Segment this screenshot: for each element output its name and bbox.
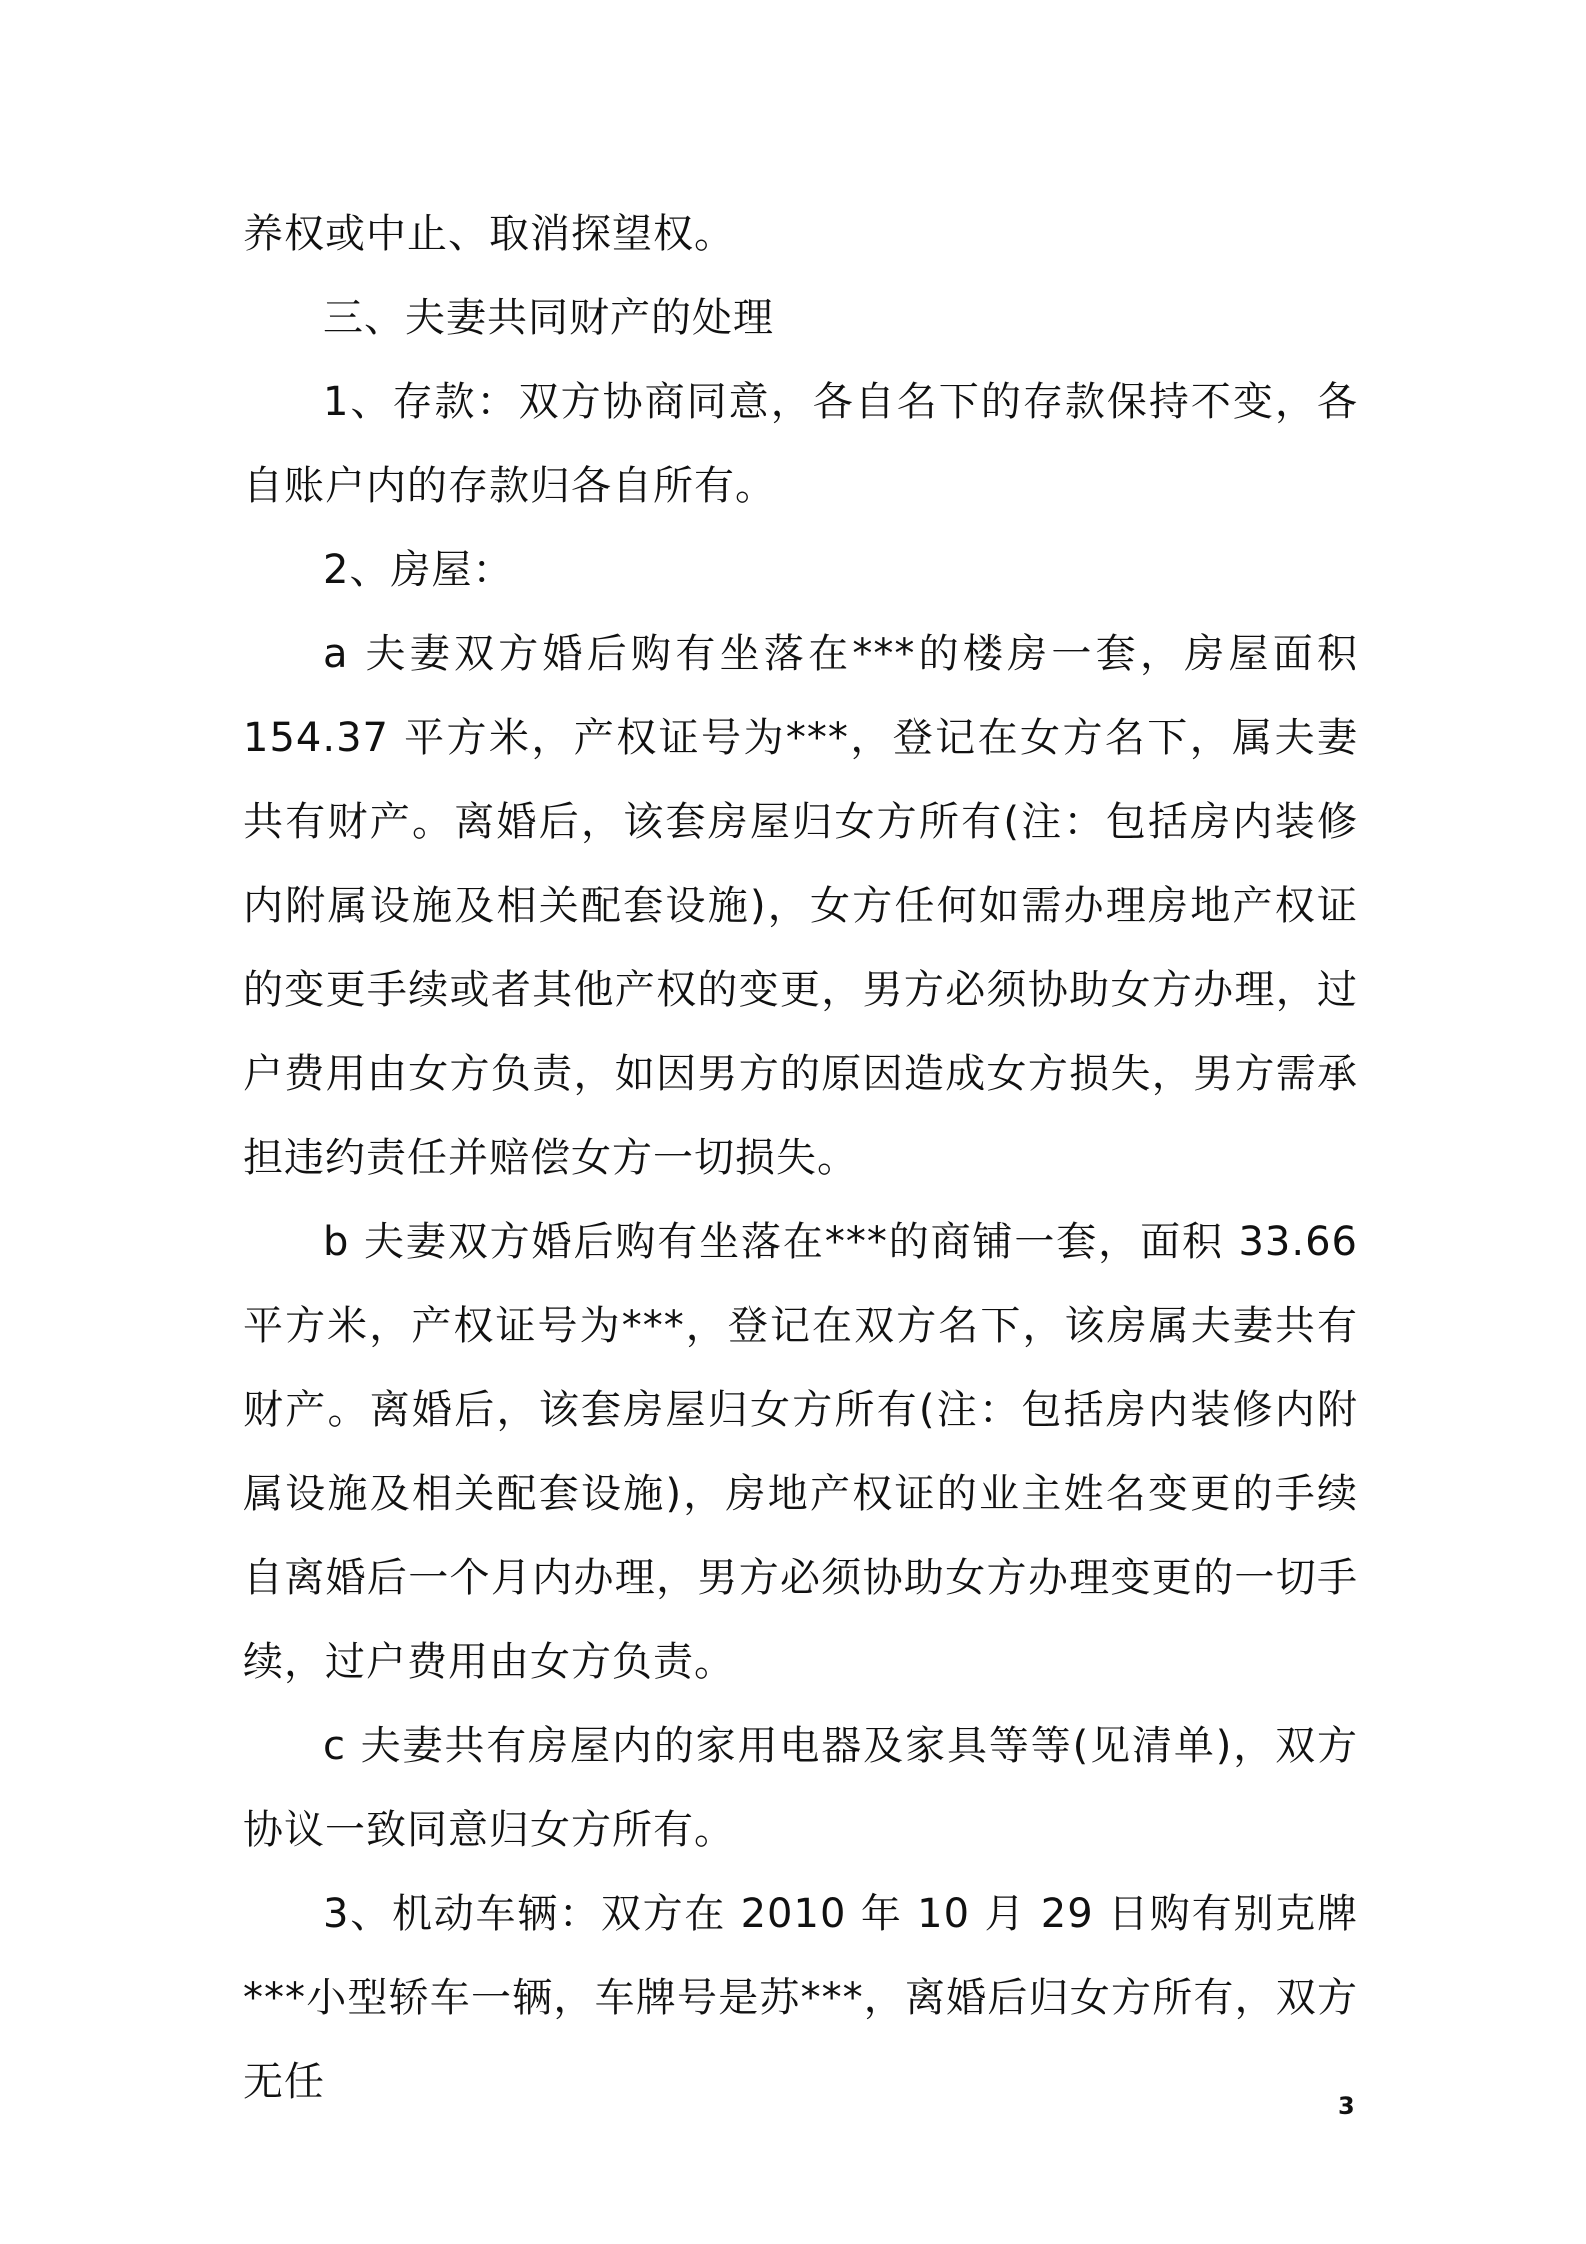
paragraph-2-section-heading: 三、夫妻共同财产的处理 xyxy=(323,295,774,341)
paragraph-6-shop: b 夫妻双方婚后购有坐落在***的商铺一套，面积 33.66 平方米，产权证号为***，登记在双方名下，该房属夫妻共有财产。离婚后，该套房屋归女方所有(注：包括房内装修内附属设施及相关配套设施)，房地产权证的业主姓名变更的手续自离婚后一个月内办理，男方必须协助女方办理变更的一切手续，过户费用由女方负责。 xyxy=(243,1219,1358,1685)
paragraph-5-apartment: a 夫妻双方婚后购有坐落在***的楼房一套，房屋面积 154.37 平方米，产权证号为***，登记在女方名下，属夫妻共有财产。离婚后，该套房屋归女方所有(注：包括房内装修内附属设施及相关配套设施)，女方任何如需办理房地产权证的变更手续或者其他产权的变更，男方必须协助女方办理，过户费用由女方负责，如因男方的原因造成女方损失，男方需承担违约责任并赔偿女方一切损失。 xyxy=(243,631,1358,1181)
paragraph-8-vehicle: 3、机动车辆：双方在 2010 年 10 月 29 日购有别克牌***小型轿车一辆，车牌号是苏***，离婚后归女方所有，双方无任 xyxy=(243,1891,1358,2105)
paragraph-4-housing-heading: 2、房屋： xyxy=(323,547,514,593)
paragraph-1: 养权或中止、取消探望权。 xyxy=(243,211,735,257)
paragraph-3-deposits: 1、存款：双方协商同意，各自名下的存款保持不变，各自账户内的存款归各自所有。 xyxy=(243,379,1358,509)
page-number: 3 xyxy=(1338,2092,1355,2120)
document-body xyxy=(243,192,1358,2124)
paragraph-7-appliances: c 夫妻共有房屋内的家用电器及家具等等(见清单)，双方协议一致同意归女方所有。 xyxy=(243,1723,1358,1853)
